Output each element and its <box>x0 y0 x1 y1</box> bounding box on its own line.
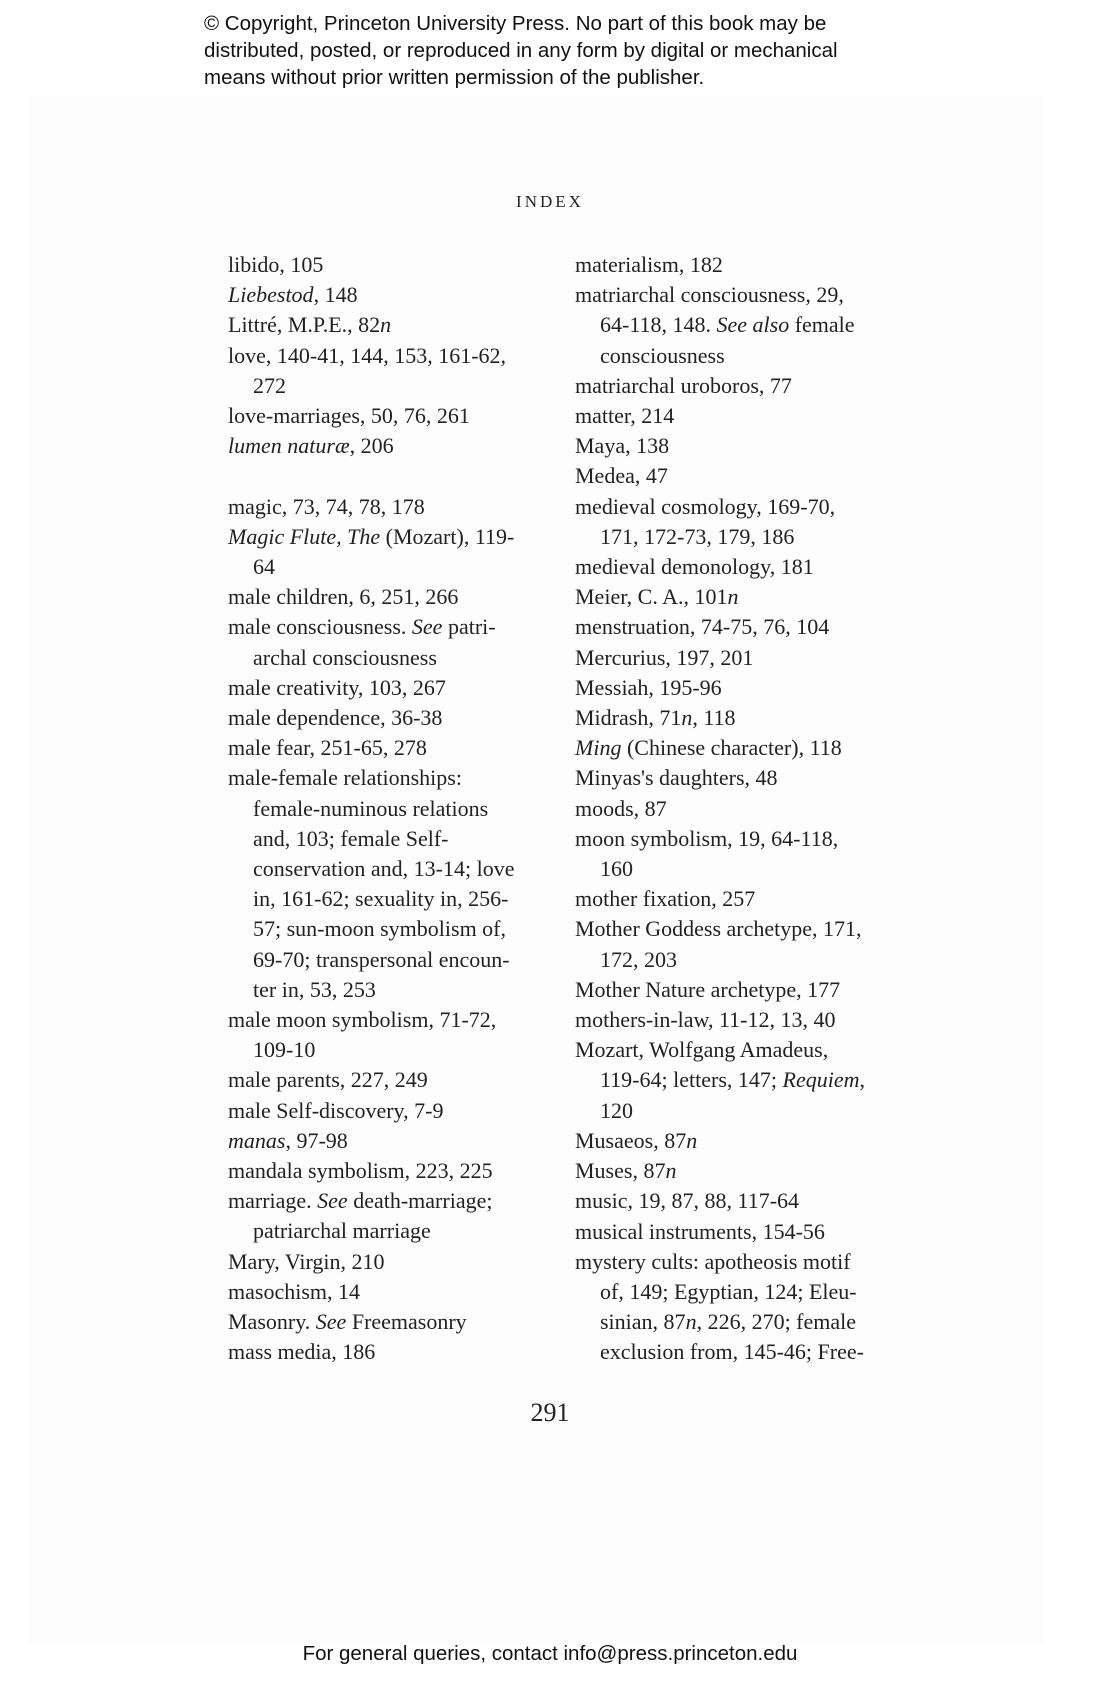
index-entry-line <box>575 733 905 763</box>
index-entry-line <box>575 703 905 733</box>
index-entry-continuation <box>575 1065 905 1095</box>
index-entry-continuation <box>575 945 905 975</box>
index-entry-line <box>228 1096 558 1126</box>
copyright-line: distributed, posted, or reproduced in any form by digital or mechanical <box>204 39 838 62</box>
index-entry-continuation <box>575 1096 905 1126</box>
index-entry <box>228 703 558 733</box>
italic-text: n <box>686 1127 698 1153</box>
index-entry <box>575 1005 905 1035</box>
entry-text: Mercurius, 197, 201 <box>575 644 754 670</box>
entry-text: Mother Goddess archetype, 171, <box>575 916 862 942</box>
index-entry-continuation <box>228 884 558 914</box>
entry-text: male moon symbolism, 71-72, <box>228 1007 497 1033</box>
index-entry <box>575 1035 905 1126</box>
entry-text: in, 161-62; sexuality in, 256- <box>253 886 509 912</box>
entry-text: (Mozart), 119- <box>380 523 515 549</box>
entry-text: mandala symbolism, 223, 225 <box>228 1158 493 1184</box>
entry-text: libido, 105 <box>228 252 324 277</box>
index-entry-line <box>228 1337 558 1367</box>
index-entry-line <box>575 250 905 280</box>
index-entry <box>575 1247 905 1368</box>
index-entry <box>228 1005 558 1065</box>
index-entry-line <box>575 673 905 703</box>
index-entry-line <box>228 1065 558 1095</box>
entry-text: male dependence, 36-38 <box>228 705 443 731</box>
entry-text: ter in, 53, 253 <box>253 976 376 1002</box>
entry-text: 172, 203 <box>600 946 677 972</box>
entry-text: Littré, M.P.E., 82 <box>228 312 381 338</box>
entry-text: mother fixation, 257 <box>575 886 756 912</box>
index-entry <box>228 250 558 280</box>
index-entry-continuation <box>575 1277 905 1307</box>
italic-text: manas <box>228 1127 286 1153</box>
index-entry-line <box>575 280 905 310</box>
entry-text: male consciousness. <box>228 614 412 640</box>
entry-text: medieval cosmology, 169-70, <box>575 493 836 519</box>
index-entry-continuation <box>228 1216 558 1246</box>
index-entry <box>228 733 558 763</box>
index-entry-line <box>228 1156 558 1186</box>
index-entry <box>575 461 905 491</box>
entry-text: mass media, 186 <box>228 1339 376 1365</box>
index-entry <box>575 582 905 612</box>
entry-text: Messiah, 195-96 <box>575 674 722 700</box>
index-entry-line <box>228 431 558 461</box>
index-entry-continuation <box>575 1307 905 1337</box>
index-entry <box>228 1126 558 1156</box>
entry-text: 119-64; letters, 147; <box>600 1067 783 1093</box>
copyright-notice <box>204 10 924 91</box>
running-head: INDEX <box>516 192 584 211</box>
italic-text: lumen naturæ <box>228 433 350 459</box>
entry-text: Freemasonry <box>346 1309 467 1335</box>
entry-text: music, 19, 87, 88, 117-64 <box>575 1188 800 1214</box>
entry-text: Mozart, Wolfgang Amadeus, <box>575 1037 829 1063</box>
index-entry-line <box>575 1035 905 1065</box>
italic-text: Requiem <box>782 1067 860 1093</box>
index-entry-line <box>228 1186 558 1216</box>
index-entry-continuation <box>575 1337 905 1367</box>
index-entry-line <box>575 461 905 491</box>
italic-text: See <box>411 614 443 640</box>
index-entry-line <box>228 1126 558 1156</box>
italic-text: n <box>685 1309 697 1335</box>
index-column-right <box>575 250 905 1368</box>
index-entry <box>228 280 558 310</box>
entry-text: marriage. <box>228 1188 318 1214</box>
index-entry <box>575 1217 905 1247</box>
index-entry-continuation <box>575 310 905 340</box>
index-entry-line <box>228 280 558 310</box>
index-entry-line <box>228 733 558 763</box>
index-entry-line <box>575 1005 905 1035</box>
entry-text: love, 140-41, 144, 153, 161-62, <box>228 342 507 368</box>
copyright-line: means without prior written permission of the publisher. <box>204 66 705 89</box>
entry-text: masochism, 14 <box>228 1278 360 1304</box>
italic-text: See <box>315 1309 347 1335</box>
index-entry <box>575 552 905 582</box>
index-entry <box>575 371 905 401</box>
index-entry <box>575 763 905 793</box>
entry-text: female-numinous relations <box>253 795 489 821</box>
index-entry <box>575 733 905 763</box>
entry-text: exclusion from, 145-46; Free- <box>600 1339 864 1365</box>
entry-text: of, 149; Egyptian, 124; Eleu- <box>600 1278 857 1304</box>
entry-text: conservation and, 13-14; love <box>253 856 515 882</box>
entry-text: matriarchal consciousness, 29, <box>575 282 844 308</box>
entry-text: patri- <box>442 614 496 640</box>
entry-text: male fear, 251-65, 278 <box>228 735 427 761</box>
entry-text: magic, 73, 74, 78, 178 <box>228 493 425 519</box>
entry-text: moods, 87 <box>575 795 667 821</box>
entry-text: female <box>789 312 855 338</box>
index-entry <box>575 1186 905 1216</box>
index-entry-continuation <box>228 914 558 944</box>
index-entry <box>575 431 905 461</box>
index-entry-line <box>228 250 558 280</box>
index-entry-line <box>228 522 558 552</box>
index-entry-line <box>575 582 905 612</box>
index-entry <box>575 643 905 673</box>
entry-text: Musaeos, 87 <box>575 1127 687 1153</box>
index-entry-line <box>575 552 905 582</box>
entry-text: male Self-discovery, 7-9 <box>228 1097 444 1123</box>
entry-text: 57; sun-moon symbolism of, <box>253 916 507 942</box>
italic-text: Ming <box>575 735 622 761</box>
index-entry <box>575 250 905 280</box>
entry-text: Muses, 87 <box>575 1158 666 1184</box>
index-entry <box>228 431 558 461</box>
index-entry <box>575 914 905 974</box>
entry-text: 64-118, 148. <box>600 312 717 338</box>
index-entry <box>228 1247 558 1277</box>
entry-text: Midrash, 71 <box>575 705 682 731</box>
index-entry-continuation <box>228 975 558 1005</box>
entry-text: , 206 <box>349 433 394 459</box>
entry-text: Meier, C. A., 101 <box>575 584 728 610</box>
italic-text: n <box>665 1158 677 1184</box>
entry-text: matter, 214 <box>575 403 675 429</box>
index-entry-line <box>575 794 905 824</box>
footer-contact: For general queries, contact info@press.princeton.edu <box>302 1642 798 1665</box>
italic-text: Liebestod <box>228 282 314 308</box>
index-entry-continuation <box>228 945 558 975</box>
italic-text: See also <box>716 312 790 338</box>
index-entry-line <box>575 1217 905 1247</box>
entry-text: male-female relationships: <box>228 765 462 791</box>
index-entry-line <box>228 1277 558 1307</box>
entry-text: 272 <box>253 372 286 398</box>
italic-text: Magic Flute, The <box>228 523 381 549</box>
index-entry <box>228 673 558 703</box>
index-entry-line <box>228 341 558 371</box>
index-entry-line <box>575 371 905 401</box>
letter-group-gap <box>228 461 558 491</box>
index-entry-line <box>228 492 558 522</box>
entry-text: medieval demonology, 181 <box>575 554 814 580</box>
index-entry <box>575 401 905 431</box>
entry-text: , 148 <box>313 282 358 308</box>
entry-text: love-marriages, 50, 76, 261 <box>228 403 470 429</box>
index-entry <box>575 824 905 884</box>
index-entry <box>228 1186 558 1246</box>
index-entry-continuation <box>228 854 558 884</box>
italic-text: n <box>380 312 392 338</box>
index-entry-line <box>575 612 905 642</box>
index-entry <box>575 884 905 914</box>
index-entry-continuation <box>575 341 905 371</box>
italic-text: n <box>681 705 693 731</box>
entry-text: 160 <box>600 856 633 882</box>
index-entry-continuation <box>228 1035 558 1065</box>
index-entry-line <box>228 401 558 431</box>
entry-text: Mother Nature archetype, 177 <box>575 976 841 1002</box>
entry-text: moon symbolism, 19, 64-118, <box>575 825 839 851</box>
entry-text: , 118 <box>692 705 736 731</box>
entry-text: sinian, 87 <box>600 1309 686 1335</box>
index-entry <box>228 341 558 401</box>
index-entry <box>575 703 905 733</box>
entry-text: , 226, 270; female <box>696 1309 857 1335</box>
index-entry <box>228 522 558 582</box>
index-entry-continuation <box>228 552 558 582</box>
index-entry-continuation <box>228 794 558 824</box>
index-entry-line <box>228 310 558 340</box>
entry-text: and, 103; female Self- <box>253 825 449 851</box>
italic-text: n <box>727 584 739 610</box>
index-entry-line <box>228 582 558 612</box>
index-entry <box>575 492 905 552</box>
index-entry-line <box>575 643 905 673</box>
page-number: 291 <box>530 1398 570 1427</box>
index-entry-continuation <box>575 522 905 552</box>
entry-text: Medea, 47 <box>575 463 668 489</box>
index-entry-line <box>575 1126 905 1156</box>
index-entry-line <box>228 1005 558 1035</box>
index-entry-line <box>575 884 905 914</box>
index-entry <box>575 794 905 824</box>
entry-text: , 97-98 <box>285 1127 348 1153</box>
entry-text: 171, 172-73, 179, 186 <box>600 523 795 549</box>
entry-text: male creativity, 103, 267 <box>228 674 446 700</box>
index-entry <box>228 1096 558 1126</box>
italic-text: See <box>317 1188 348 1214</box>
index-entry-line <box>575 401 905 431</box>
index-entry-line <box>228 1247 558 1277</box>
index-entry-line <box>575 431 905 461</box>
index-entry <box>228 310 558 340</box>
entry-text: patriarchal marriage <box>253 1218 431 1244</box>
index-entry <box>575 280 905 371</box>
entry-text: musical instruments, 154-56 <box>575 1218 825 1244</box>
index-entry <box>228 1277 558 1307</box>
index-entry <box>575 975 905 1005</box>
entry-text: male children, 6, 251, 266 <box>228 584 459 610</box>
index-entry <box>575 673 905 703</box>
entry-text: , <box>859 1067 865 1093</box>
index-entry-line <box>575 492 905 522</box>
entry-text: Maya, 138 <box>575 433 670 459</box>
index-entry <box>228 401 558 431</box>
entry-text: 69-70; transpersonal encoun- <box>253 946 510 972</box>
entry-text: 109-10 <box>253 1037 316 1063</box>
entry-text: 64 <box>253 554 275 580</box>
index-entry <box>575 612 905 642</box>
entry-text: 120 <box>600 1097 633 1123</box>
index-entry <box>228 1337 558 1367</box>
index-entry-line <box>575 1156 905 1186</box>
index-entry-line <box>575 763 905 793</box>
index-entry-continuation <box>575 854 905 884</box>
index-entry-line <box>228 703 558 733</box>
index-entry <box>575 1156 905 1186</box>
entry-text: consciousness <box>600 342 725 368</box>
index-entry <box>228 1065 558 1095</box>
index-entry-line <box>575 914 905 944</box>
copyright-line: © Copyright, Princeton University Press. No part of this book may be <box>204 12 827 35</box>
index-entry <box>575 1126 905 1156</box>
index-entry-line <box>575 975 905 1005</box>
entry-text: archal consciousness <box>253 644 437 670</box>
entry-text: Mary, Virgin, 210 <box>228 1248 385 1274</box>
entry-text: Masonry. <box>228 1309 316 1335</box>
index-entry-line <box>228 763 558 793</box>
entry-text: death-marriage; <box>347 1188 493 1214</box>
index-entry <box>228 763 558 1005</box>
index-column-left <box>228 250 558 1368</box>
entry-text: mothers-in-law, 11-12, 13, 40 <box>575 1007 836 1033</box>
entry-text: materialism, 182 <box>575 252 723 277</box>
index-entry-line <box>575 824 905 854</box>
entry-text: male parents, 227, 249 <box>228 1067 428 1093</box>
entry-text: Minyas's daughters, 48 <box>575 765 778 791</box>
entry-text: (Chinese character), 118 <box>621 735 842 761</box>
index-entry <box>228 612 558 672</box>
entry-text: matriarchal uroboros, 77 <box>575 372 792 398</box>
index-entry-line <box>575 1186 905 1216</box>
index-entry-line <box>228 612 558 642</box>
index-entry-continuation <box>228 643 558 673</box>
index-entry-continuation <box>228 824 558 854</box>
entry-text: mystery cults: apotheosis motif <box>575 1248 851 1274</box>
index-entry <box>228 1156 558 1186</box>
index-entry <box>228 492 558 522</box>
entry-text: menstruation, 74-75, 76, 104 <box>575 614 830 640</box>
index-entry <box>228 1307 558 1337</box>
index-entry-line <box>228 1307 558 1337</box>
index-entry-line <box>228 673 558 703</box>
index-entry <box>228 582 558 612</box>
index-entry-continuation <box>228 371 558 401</box>
index-entry-line <box>575 1247 905 1277</box>
